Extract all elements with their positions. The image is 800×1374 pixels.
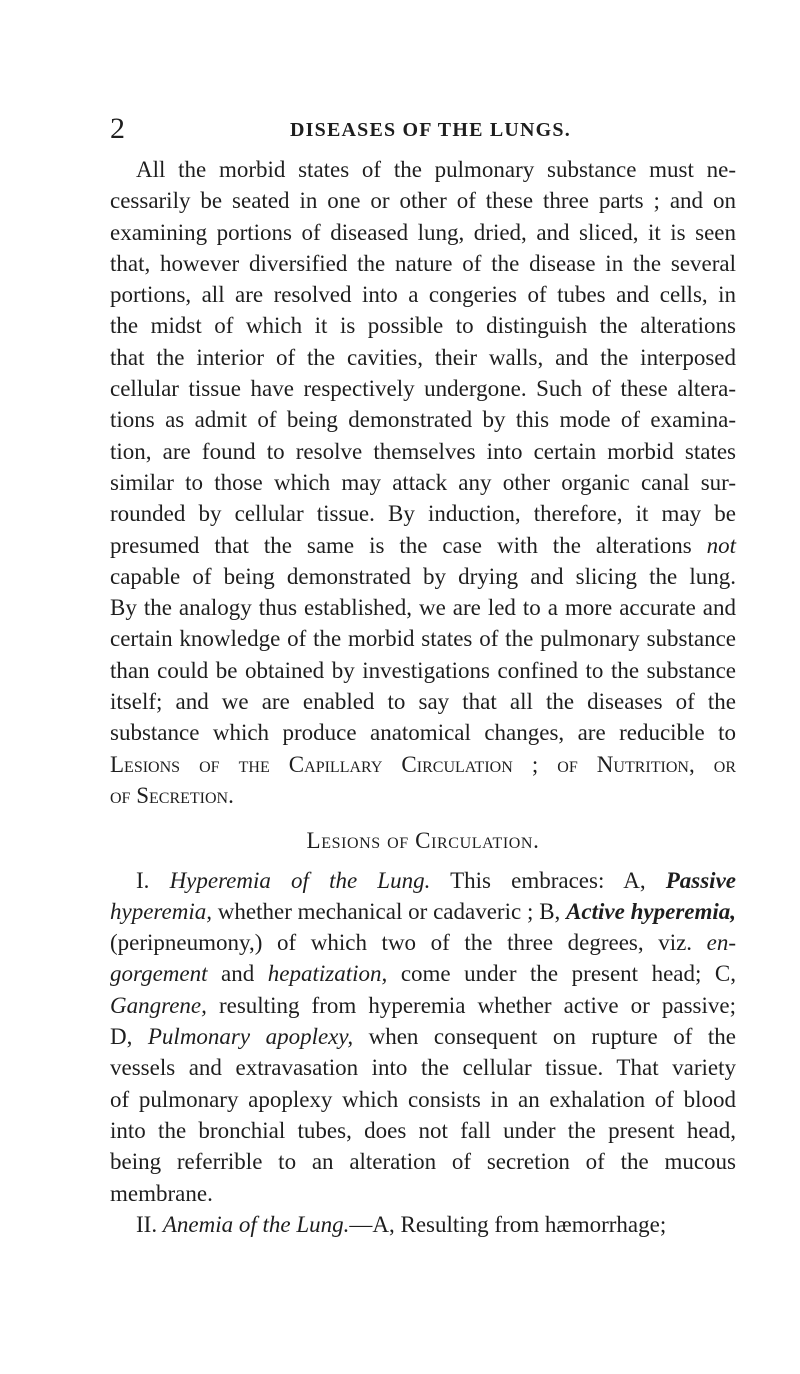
text-line: certain knowledge of the morbid states of the pulmonary substance (110, 626, 736, 652)
page-number: 2 (110, 112, 125, 145)
text-run: resulting from hyperemia whether active or passive; (218, 992, 736, 1018)
letter: D, (110, 1024, 133, 1050)
term: Active hyperemia, (566, 898, 737, 924)
text-line (110, 990, 736, 1021)
text-line (110, 865, 736, 896)
text-run: presumed that the same is the case with the alterations (110, 532, 692, 558)
text-line (110, 1021, 736, 1052)
text-line (110, 896, 736, 927)
text-line: that, however diversified the nature of the disease in the several (110, 250, 736, 276)
letter: B, (539, 898, 561, 924)
text-line: into the bronchial tubes, does not fall under the present head, (110, 1117, 736, 1143)
roman-numeral: II. (136, 1211, 158, 1237)
text-run: when consequent on rupture of the (368, 1024, 736, 1050)
text-run: and (221, 961, 255, 987)
text-run: whether mechanical or cadaveric ; (217, 898, 534, 924)
text-line: vessels and extravasation into the cellular tissue. That variety (110, 1055, 736, 1081)
text-line: substance which produce anatomical changes, are reducible to (110, 720, 736, 746)
text-line: of Secretion. (110, 782, 234, 808)
letter: A, (623, 867, 646, 893)
term: en- (706, 930, 737, 956)
text-line: being referrible to an alteration of secretion of the mucous (110, 1149, 736, 1175)
text-line: similar to those which may attack any other organic canal sur- (110, 469, 736, 495)
text-run: come under the present head; C, (400, 961, 737, 987)
text-line (110, 530, 736, 561)
text-line (110, 1209, 736, 1240)
text-run: —A, Resulting from hæmorrhage; (349, 1211, 667, 1237)
text-run: This embraces: (450, 867, 605, 893)
text-line (110, 927, 736, 958)
subheading: Hyperemia of the Lung. (169, 867, 431, 893)
text-line: cellular tissue have respectively undergone. Such of these altera- (110, 376, 736, 402)
term: Passive (665, 867, 736, 893)
text-line: All the morbid states of the pulmonary substance must ne- (136, 157, 736, 182)
term: Gangrene, (110, 992, 207, 1018)
running-head (110, 112, 750, 146)
text-line: tion, are found to resolve themselves into certain morbid states (110, 438, 736, 464)
text-line: cessarily be seated in one or other of these three parts ; and on (110, 188, 736, 214)
text-line: rounded by cellular tissue. By induction, therefore, it may be (110, 501, 736, 527)
subheading: Anemia of the Lung. (162, 1211, 350, 1237)
text-line: membrane. (110, 1180, 213, 1206)
roman-numeral: I. (136, 867, 150, 893)
running-head-title: DISEASES OF THE LUNGS. (290, 119, 571, 141)
text-line: portions, all are resolved into a congeries of tubes and cells, in (110, 282, 736, 308)
text-line: By the analogy thus established, we are led to a more accurate and (110, 595, 736, 621)
section-heading: Lesions of Circulation. (306, 828, 540, 854)
text-line: tions as admit of being demonstrated by this mode of examina- (110, 407, 736, 433)
term: Pulmonary apoplexy, (147, 1024, 354, 1050)
text-line: that the interior of the cavities, their walls, and the interposed (110, 344, 736, 370)
term: hepatization, (267, 961, 388, 987)
text-line: of pulmonary apoplexy which consists in an exhalation of blood (110, 1086, 736, 1112)
emphasis: not (706, 532, 737, 558)
term: hyperemia, (110, 898, 212, 924)
text-line: Lesions of the Capillary Circulation ; of Nutrition, or (110, 751, 736, 777)
text-line: capable of being demonstrated by drying and slicing the lung. (110, 563, 736, 589)
text-line: itself; and we are enabled to say that all the diseases of the (110, 689, 736, 715)
text-line (110, 958, 736, 989)
text-line: than could be obtained by investigations confined to the substance (110, 657, 736, 683)
text-line: the midst of which it is possible to distinguish the alterations (110, 313, 736, 339)
term: gorgement (110, 961, 208, 987)
body-text (110, 154, 736, 1240)
text-line: examining portions of diseased lung, dried, and sliced, it is seen (110, 219, 736, 245)
text-run: (peripneumony,) of which two of the three degrees, viz. (110, 930, 693, 956)
